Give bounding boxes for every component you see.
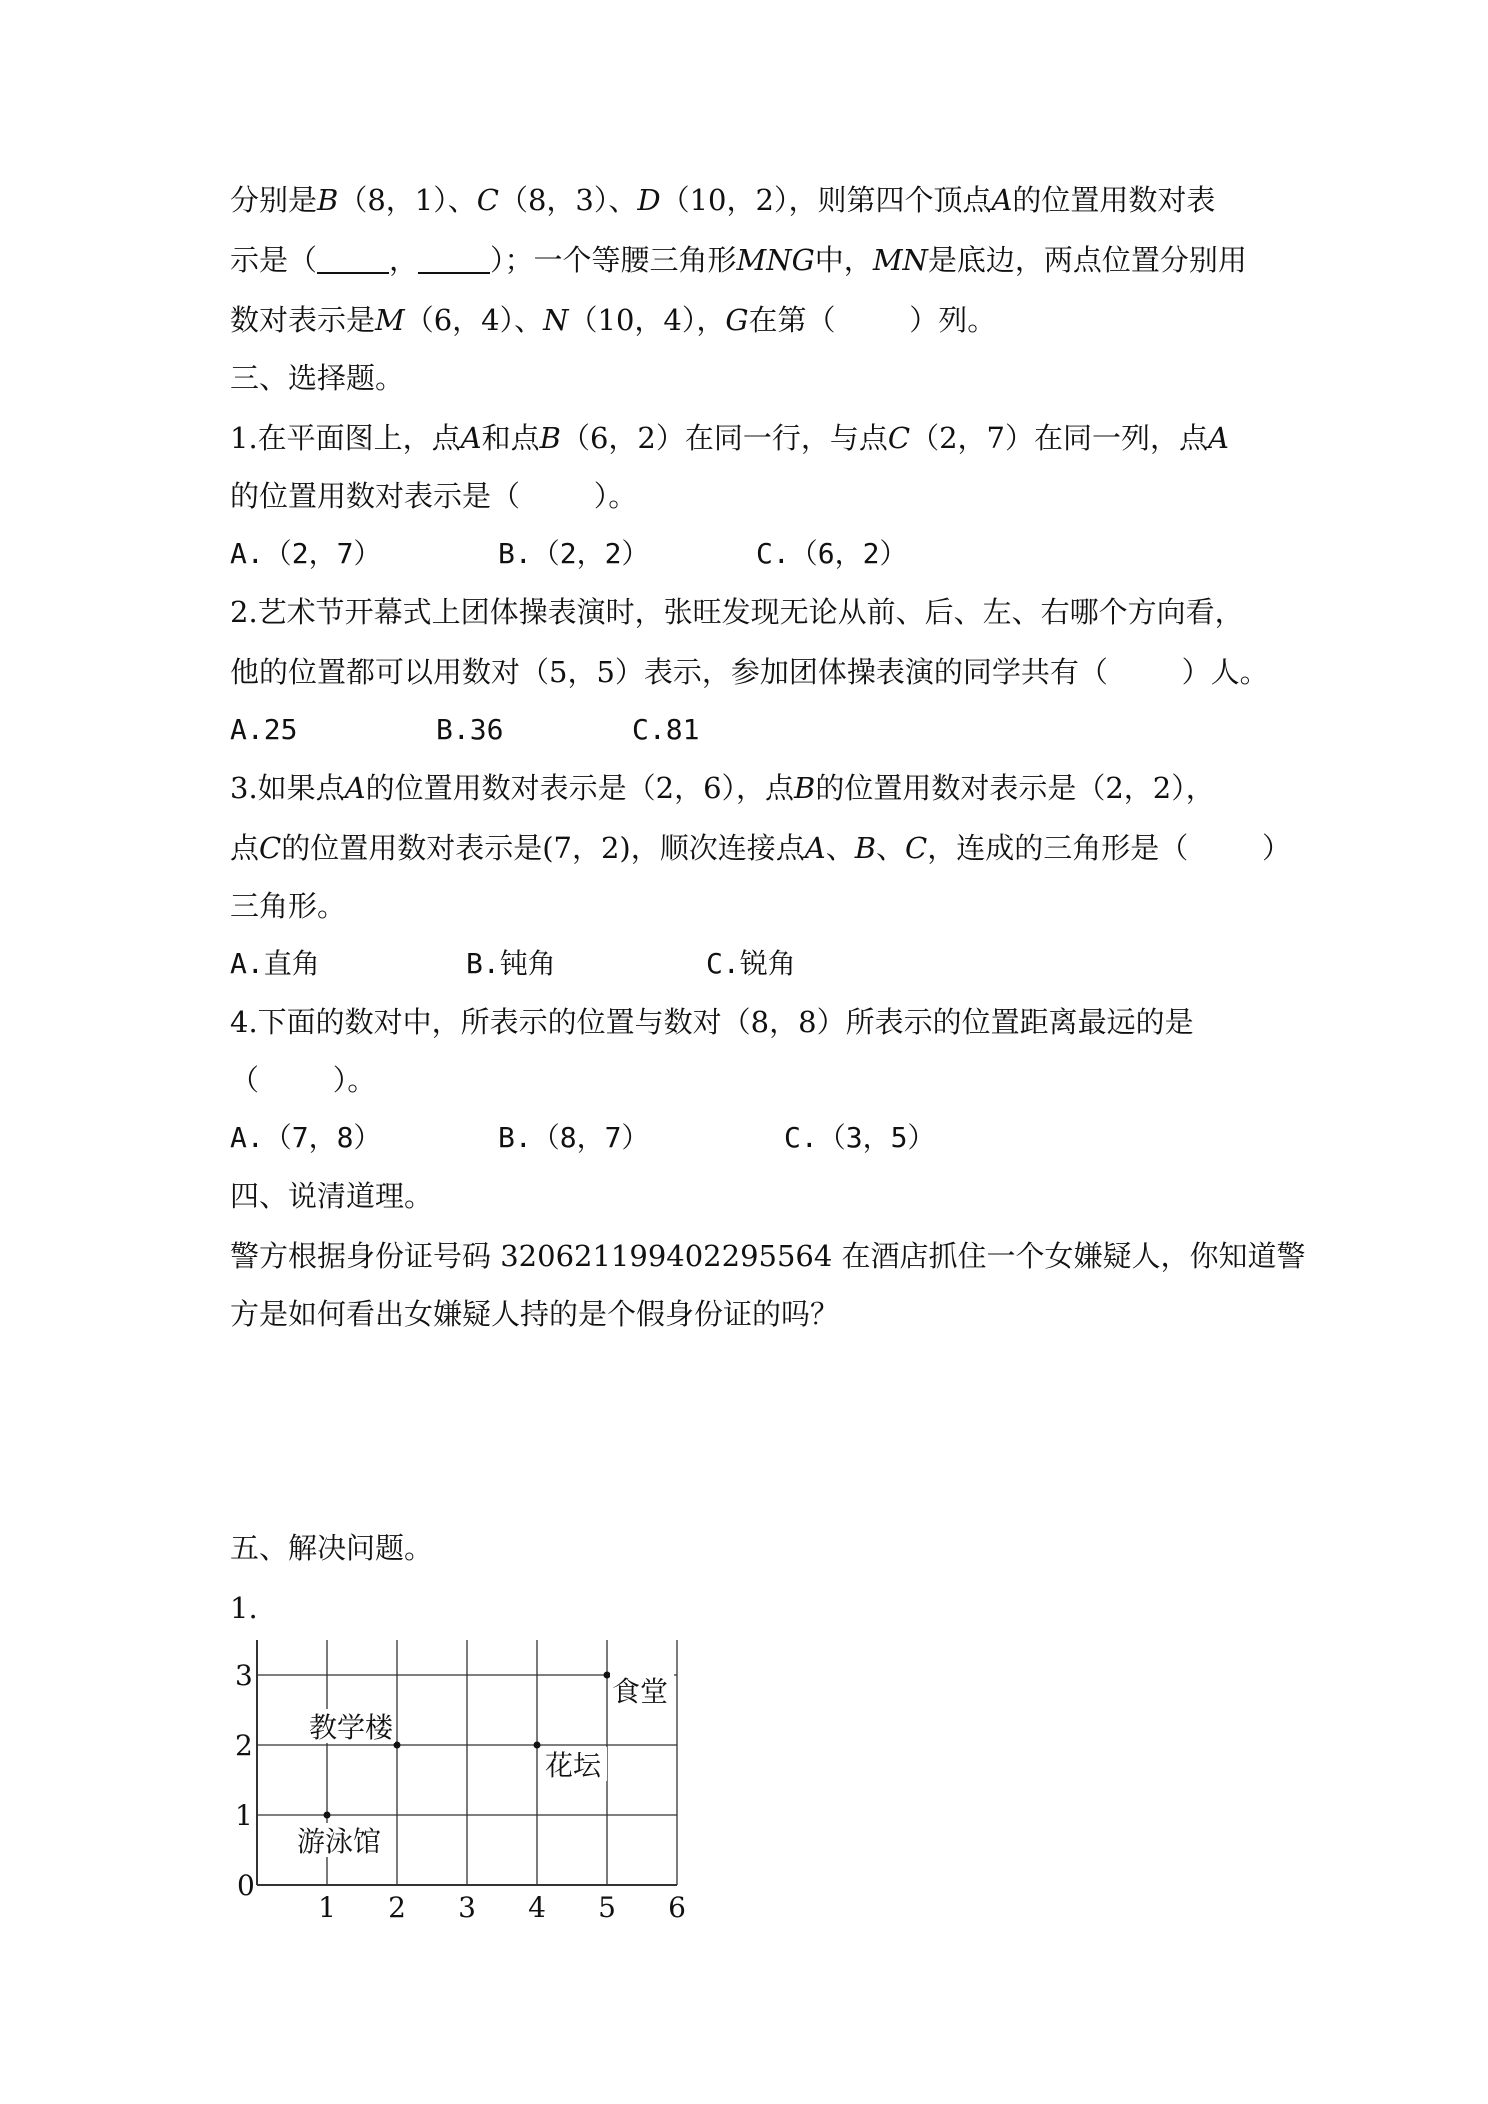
place-label: 游泳馆: [297, 1825, 382, 1858]
place-label: 花坛: [545, 1749, 602, 1782]
x-tick-label: 2: [388, 1891, 406, 1920]
q3-option-a[interactable]: A.直角: [230, 947, 320, 980]
q3-line-1: 3.如果点A的位置用数对表示是（2，6），点B的位置用数对表示是（2，2），: [230, 771, 1215, 805]
fill-in-line-3: 数对表示是M（6，4）、N（10，4），G在第（ ）列。: [230, 303, 997, 337]
section-4-line-1: 警方根据身份证号码 320621199402295564 在酒店抓住一个女嫌疑人，你知道警: [230, 1239, 1306, 1273]
q1-option-c[interactable]: C.（6，2）: [756, 537, 908, 570]
section-3-heading: 三、选择题。: [230, 361, 405, 395]
x-tick-label: 5: [598, 1891, 616, 1920]
answer-blank-1[interactable]: [317, 246, 389, 274]
problem-1-number: 1.: [230, 1591, 258, 1625]
origin-label: 0: [237, 1869, 255, 1902]
section-4-line-2: 方是如何看出女嫌疑人持的是个假身份证的吗？: [230, 1297, 840, 1331]
q3-option-b[interactable]: B.钝角: [466, 947, 556, 980]
q4-option-b[interactable]: B.（8，7）: [498, 1121, 650, 1154]
q4-option-a[interactable]: A.（7，8）: [230, 1121, 382, 1154]
x-tick-label: 4: [528, 1891, 546, 1920]
q4-option-c[interactable]: C.（3，5）: [784, 1121, 936, 1154]
y-tick-label: 3: [235, 1659, 253, 1692]
q1-option-a[interactable]: A.（2，7）: [230, 537, 382, 570]
place-label: 教学楼: [308, 1711, 393, 1744]
q2-line-2: 他的位置都可以用数对（5，5）表示，参加团体操表演的同学共有（ ）人。: [230, 655, 1269, 689]
q2-option-a[interactable]: A.25: [230, 713, 298, 746]
section-5-heading: 五、解决问题。: [230, 1531, 434, 1565]
y-tick-label: 2: [235, 1729, 253, 1762]
fill-in-line-2: 示是（ ， ）；一个等腰三角形MNG中，MN是底边，两点位置分别用: [230, 243, 1247, 277]
campus-grid-map: [225, 1640, 725, 1920]
q3-line-2: 点C的位置用数对表示是(7，2)，顺次连接点A、B、C，连成的三角形是（ ）: [230, 831, 1291, 865]
place-point: [604, 1672, 611, 1679]
y-tick-label: 1: [235, 1799, 253, 1832]
place-markers: [295, 1640, 674, 1858]
x-tick-label: 3: [458, 1891, 476, 1920]
q2-line-1: 2.艺术节开幕式上团体操表演时，张旺发现无论从前、后、左、右哪个方向看，: [230, 595, 1244, 629]
x-tick-label: 1: [318, 1891, 336, 1920]
x-tick-label: 6: [668, 1891, 686, 1920]
place-label: 食堂: [612, 1675, 669, 1708]
place-point: [324, 1812, 331, 1819]
q4-line-2: （ ）。: [230, 1063, 377, 1097]
q2-option-c[interactable]: C.81: [632, 713, 700, 746]
fill-in-line-1: 分别是B（8，1）、C（8，3）、D（10，2），则第四个顶点A的位置用数对表: [230, 183, 1216, 217]
q1-option-b[interactable]: B.（2，2）: [498, 537, 650, 570]
q4-line-1: 4.下面的数对中，所表示的位置与数对（8，8）所表示的位置距离最远的是: [230, 1005, 1194, 1039]
answer-blank-2[interactable]: [418, 246, 490, 274]
q1-line-2: 的位置用数对表示是（ ）。: [230, 479, 638, 513]
q1-line-1: 1.在平面图上，点A和点B（6，2）在同一行，与点C（2，7）在同一列，点A: [230, 421, 1229, 455]
section-4-heading: 四、说清道理。: [230, 1179, 434, 1213]
q3-line-3: 三角形。: [230, 889, 347, 923]
place-point: [534, 1742, 541, 1749]
q3-option-c[interactable]: C.锐角: [706, 947, 796, 980]
q2-option-b[interactable]: B.36: [436, 713, 504, 746]
